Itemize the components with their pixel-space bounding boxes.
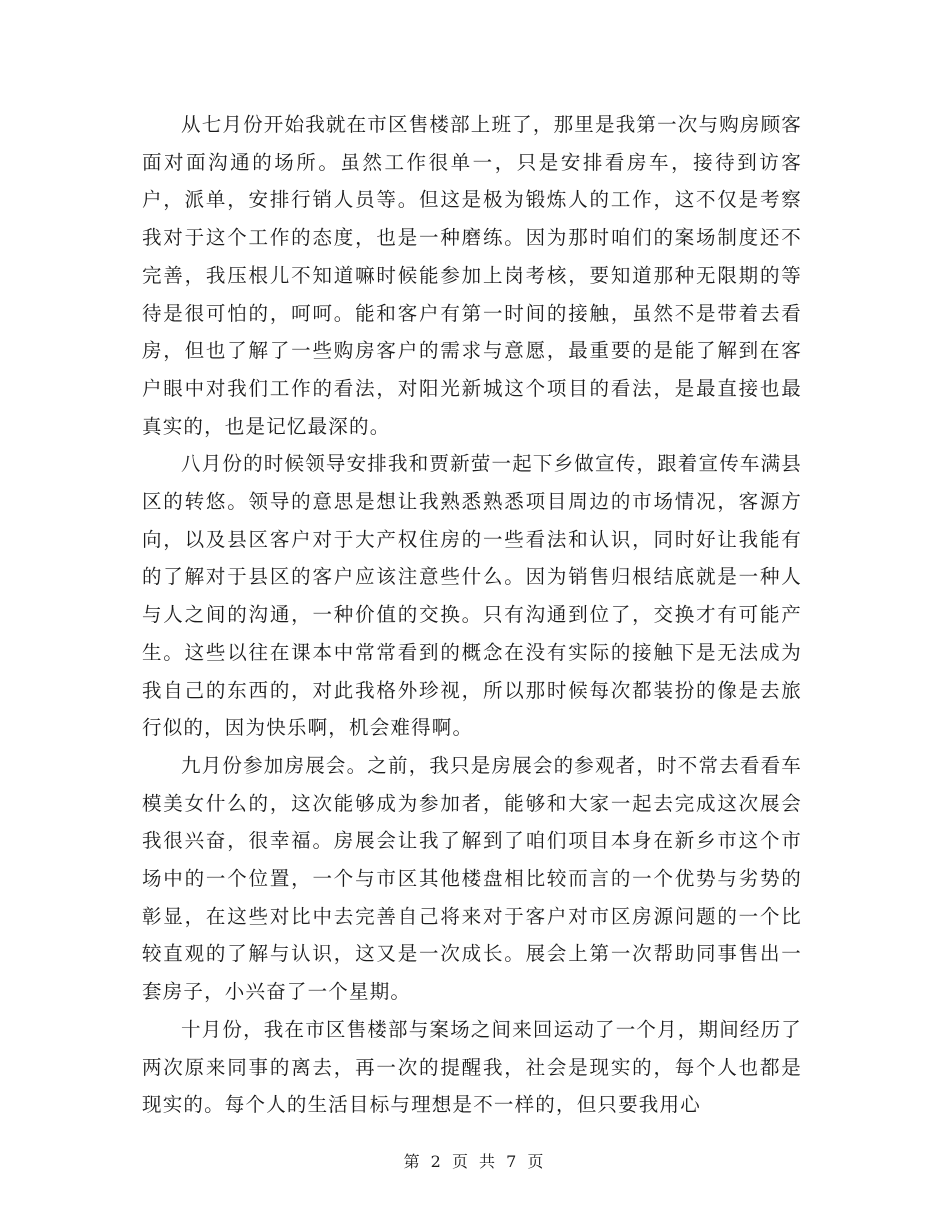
paragraph-september: 九月份参加房展会。之前，我只是房展会的参观者，时不常去看看车模美女什么的，这次能够成为参加者，能够和大家一起去完成这次展会我很兴奋，很幸福。房展会让我了解到了咱们项目本身在新乡市这个市场中的一个位置，一个与市区其他楼盘相比较而言的一个优势与劣势的彰显，在这些对比中去完善自己将来对于客户对市区房源问题的一个比较直观的了解与认识，这又是一次成长。展会上第一次帮助同事售出一套房子，小兴奋了一个星期。: [142, 753, 803, 1004]
page-number-footer: 第 2 页 共 7 页: [403, 1152, 547, 1171]
paragraph-july: 从七月份开始我就在市区售楼部上班了，那里是我第一次与购房顾客面对面沟通的场所。虽然工作很单一，只是安排看房车，接待到访客户，派单，安排行销人员等。但这是极为锻炼人的工作，这不仅是考察我对于这个工作的态度，也是一种磨练。因为那时咱们的案场制度还不完善，我压根儿不知道嘛时候能参加上岗考核，要知道那种无限期的等待是很可怕的，呵呵。能和客户有第一时间的接触，虽然不是带着去看房，但也了解了一些购房客户的需求与意愿，最重要的是能了解到在客户眼中对我们工作的看法，对阳光新城这个项目的看法，是最直接也最真实的，也是记忆最深的。: [142, 113, 803, 438]
paragraph-october: 十月份，我在市区售楼部与案场之间来回运动了一个月，期间经历了两次原来同事的离去，再一次的提醒我，社会是现实的，每个人也都是现实的。每个人的生活目标与理想是不一样的，但只要我用心: [142, 1017, 803, 1117]
paragraph-august: 八月份的时候领导安排我和贾新萤一起下乡做宣传，跟着宣传车满县区的转悠。领导的意思是想让我熟悉熟悉项目周边的市场情况，客源方向，以及县区客户对于大产权住房的一些看法和认识，同时好让我能有的了解对于县区的客户应该注意些什么。因为销售归根结底就是一种人与人之间的沟通，一种价值的交换。只有沟通到位了，交换才有可能产生。这些以往在课本中常常看到的概念在没有实际的接触下是无法成为我自己的东西的，对此我格外珍视，所以那时候每次都装扮的像是去旅行似的，因为快乐啊，机会难得啊。: [142, 452, 803, 740]
document-body: [142, 106, 802, 1124]
